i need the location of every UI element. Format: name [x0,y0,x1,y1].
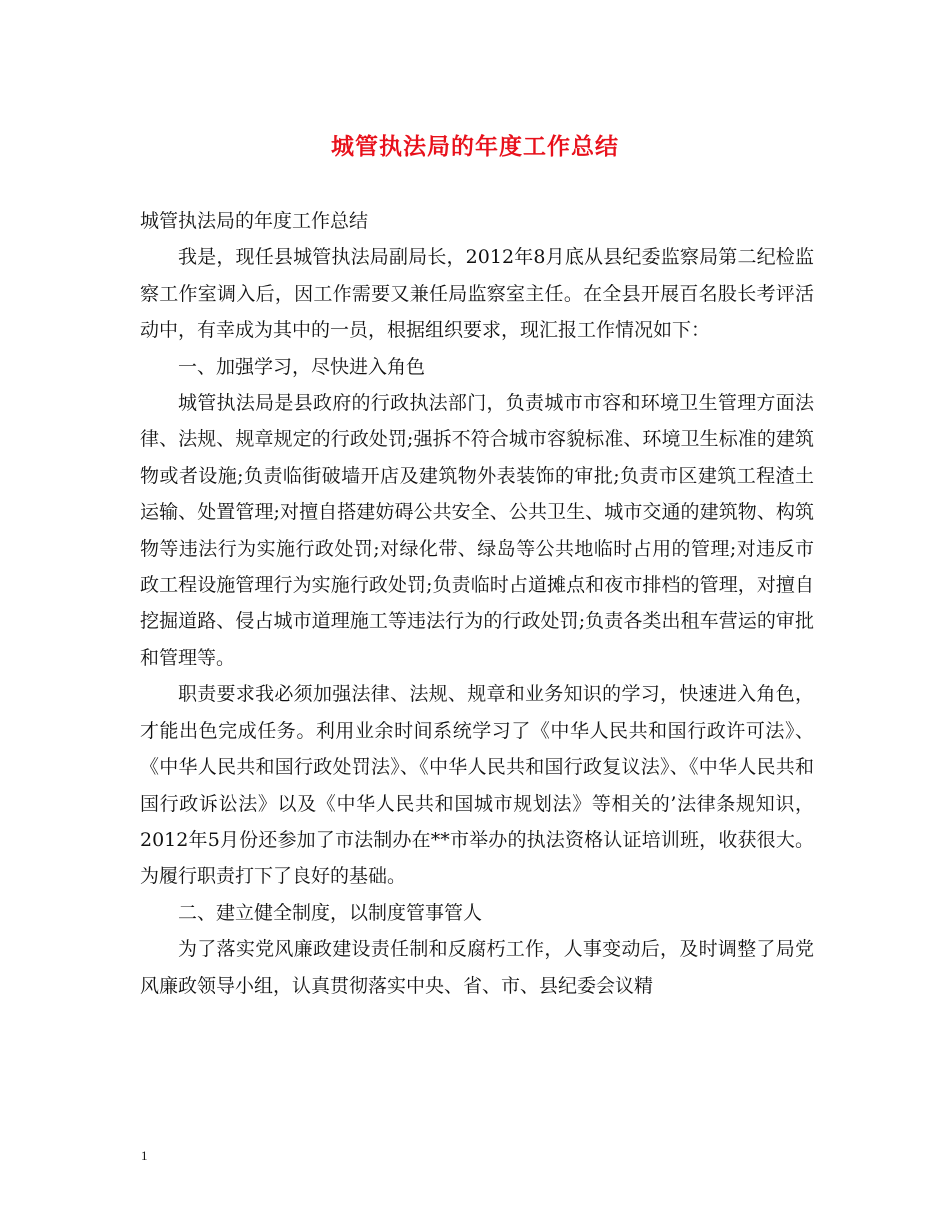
section-heading-1: 一、加强学习，尽快进入角色 [178,355,426,378]
page-number: 1 [141,1148,148,1163]
paragraph-subtitle: 城管执法局的年度工作总结 [140,210,369,232]
paragraph-duties: 城管执法局是县政府的行政执法部门，负责城市市容和环境卫生管理方面法律、法规、规章规定的行政处罚;强拆不符合城市容貌标准、环境卫生标准的建筑物或者设施;负责临街破墙开店及建筑物外表装饰的审批;负责市区建筑工程渣土运输、处置管理;对擅自搭建妨碍公共安全、公共卫生、城市交通的建筑物、构筑物等违法行为实施行政处罚;对绿化带、绿岛等公共地临时占用的管理;对违反市政工程设施管理行为实施行政处罚;负责临时占道摊点和夜市排档的管理，对擅自挖掘道路、侵占城市道理施工等违法行为的行政处罚;负责各类出租车营运的审批和管理等。 [140,392,814,669]
document-body [140,203,814,1004]
paragraph-study: 职责要求我必须加强法律、法规、规章和业务知识的学习，快速进入角色，才能出色完成任务。利用业余时间系统学习了《中华人民共和国行政许可法》、《中华人民共和国行政处罚法》、《中华人民共和国行政复议法》、《中华人民共和国行政诉讼法》以及《中华人民共和国城市规划法》等相关的’法律条规知识，2012年5月份还参加了市法制办在**市举办的执法资格认证培训班，收获很大。为履行职责打下了良好的基础。 [140,683,814,888]
document-title: 城管执法局的年度工作总结 [331,133,619,160]
section-heading-2: 二、建立健全制度，以制度管事管人 [178,901,483,924]
paragraph-intro: 我是，现任县城管执法局副局长，2012年8月底从县纪委监察局第二纪检监察工作室调入后，因工作需要又兼任局监察室主任。在全县开展百名股长考评活动中，有幸成为其中的一员，根据组织要求，现汇报工作情况如下： [140,246,814,342]
paragraph-system: 为了落实党风廉政建设责任制和反腐朽工作，人事变动后，及时调整了局党风廉政领导小组，认真贯彻落实中央、省、市、县纪委会议精 [140,938,814,997]
